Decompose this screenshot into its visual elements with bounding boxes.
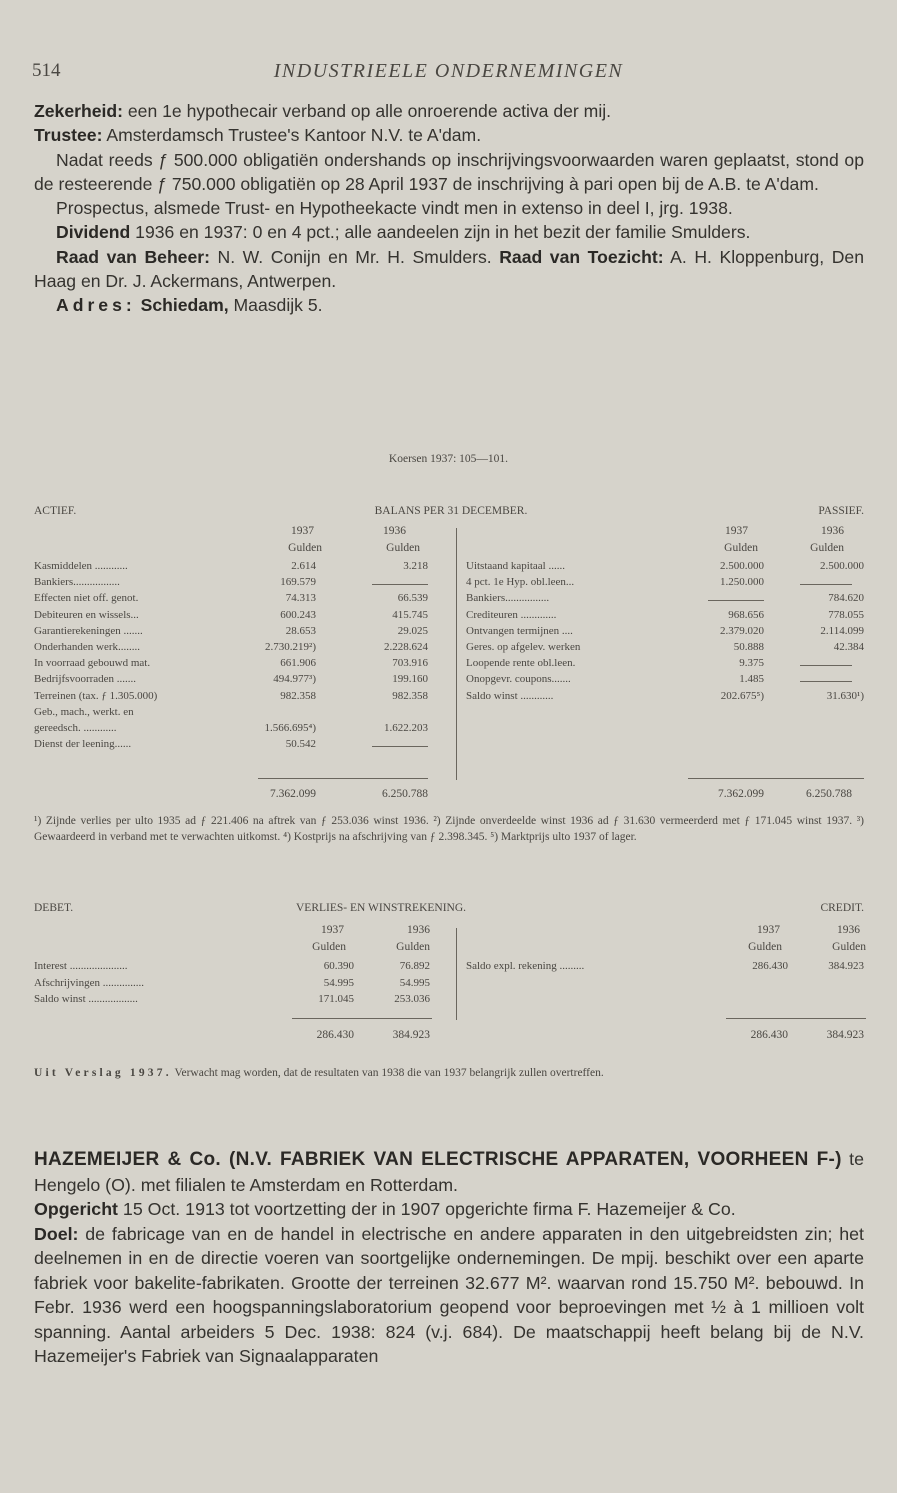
empty-value-dash — [372, 746, 428, 747]
adres-paragraph — [34, 293, 864, 317]
credit-total-1937: 286.430 — [750, 1029, 788, 1041]
adres-city: Schiedam, — [135, 295, 229, 316]
actief-row-value-1937: 50.542 — [285, 738, 316, 751]
zekerheid-line — [34, 99, 864, 123]
balans-heading: BALANS PER 31 DECEMBER. — [374, 505, 528, 517]
actief-row-value-1936: 3.218 — [403, 560, 428, 572]
passief-year-1936: 1936 — [821, 525, 844, 537]
debet-row-value-1937: 54.995 — [323, 976, 354, 989]
balans-divider — [456, 528, 457, 780]
verslag-label: Uit Verslag 1937. — [34, 1067, 172, 1079]
empty-value-dash — [800, 681, 852, 682]
hazemeijer-title: HAZEMEIJER & Co. (N.V. FABRIEK VAN ELECTRISCHE APPARATEN, VOORHEEN F-) — [34, 1149, 842, 1170]
actief-row-value-1936: 982.358 — [392, 689, 428, 702]
actief-row-label: Onderhanden werk........ — [34, 641, 140, 653]
passief-row-value-1936: 2.114.099 — [820, 624, 864, 637]
dividend-paragraph — [34, 220, 864, 244]
credit-total-rule — [726, 1018, 866, 1019]
beheer-paragraph — [34, 245, 864, 294]
actief-row-value-1936: 415.745 — [392, 608, 428, 621]
passief-row-label: Loopende rente obl.leen. — [466, 657, 576, 670]
empty-value-dash — [800, 665, 852, 666]
passief-row-label: Bankiers................ — [466, 592, 550, 605]
zekerheid-label: Zekerheid: — [34, 101, 123, 121]
actief-total-rule — [258, 778, 428, 779]
actief-row-value-1936: 199.160 — [392, 673, 428, 686]
actief-row-value-1937: 2.614 — [291, 560, 316, 572]
credit-unit-1937: Gulden — [748, 941, 782, 953]
debet-row-value-1936: 253.036 — [394, 993, 430, 1005]
dividend-label: Dividend — [56, 222, 131, 243]
actief-row-label: Effecten niet off. genot. — [34, 592, 139, 605]
doel-text: de fabricage van en de handel in electrische en andere apparaten in den uitgebreidsten zin; het deelnemen in en de directie voeren van soortgelijke ondernemingen. De mpij. beschikt over een aparte fabriek voor bakelite-fabrikaten. Grootte der terreinen 32.677 M². waarvan rond 15.750 M². bebouwd. In Febr. 1936 werd een hoogspanningslaboratorium geopend voor beproevingen met ½ à 1 millioen volt spanning. Aantal arbeiders 5 Dec. 1938: 824 (v.j. 684). De maatschappij heeft belang bij de N.V. Hazemeijer's Fabriek van Signaalapparaten — [34, 1223, 864, 1366]
nadat-paragraph: Nadat reeds ƒ 500.000 obligatiën ondershands op inschrijvingsvoorwaarden waren geplaatst, stond op de resteerende ƒ 750.000 obligatiën op 28 April 1937 de inschrijving à pari open bij de A.B. te A'dam. — [34, 149, 864, 194]
debet-row-value-1936: 54.995 — [399, 976, 430, 989]
actief-row-value-1936: 1.622.203 — [384, 722, 428, 734]
passief-row-label: Ontvangen termijnen .... — [466, 624, 573, 637]
beheer-label: Raad van Beheer: — [56, 246, 210, 267]
verlies-heading: VERLIES- EN WINSTREKENING. — [296, 902, 467, 914]
koersen-line: Koersen 1937: 105—101. — [388, 453, 509, 465]
actief-total-1937: 7.362.099 — [270, 788, 316, 800]
passief-row-value-1936: 42.384 — [833, 641, 864, 653]
opgericht-label: Opgericht — [34, 1199, 118, 1219]
actief-row-label: Geb., mach., werkt. en — [34, 705, 134, 718]
actief-heading: ACTIEF. — [34, 505, 77, 517]
actief-row-value-1937: 28.653 — [285, 624, 316, 637]
actief-row-value-1937: 2.730.219²) — [265, 641, 316, 653]
passief-row-value-1936: 784.620 — [828, 592, 864, 605]
verslag-text: Verwacht mag worden, dat de resultaten van 1938 die van 1937 belangrijk zullen overtreffen. — [171, 1067, 604, 1079]
passief-row-value-1937: 9.375 — [739, 657, 764, 670]
passief-row-label: Crediteuren ............. — [466, 608, 557, 621]
empty-value-dash — [708, 600, 764, 601]
passief-row-label: Geres. op afgelev. werken — [466, 641, 581, 653]
passief-heading: PASSIEF. — [818, 505, 864, 517]
actief-row-label: In voorraad gebouwd mat. — [34, 657, 151, 670]
passief-row-label: Saldo winst ............ — [466, 689, 554, 702]
trustee-label: Trustee: — [34, 125, 103, 146]
prospectus-paragraph: Prospectus, alsmede Trust- en Hypotheekacte vindt men in extenso in deel I, jrg. 1938. — [56, 198, 733, 219]
actief-row-value-1937: 74.313 — [285, 592, 316, 605]
hazemeijer-section — [34, 1147, 864, 1369]
passief-row-value-1937: 968.656 — [728, 608, 764, 621]
debet-total-rule — [292, 1018, 432, 1019]
passief-row-value-1937: 2.500.000 — [720, 560, 764, 572]
passief-unit-1936: Gulden — [810, 542, 844, 554]
footnotes-text: ¹) Zijnde verlies per ulto 1935 ad ƒ 221.406 na aftrek van ƒ 253.036 winst 1936. ²) Zijnde onverdeelde winst 1936 ad ƒ 31.630 vermeerderd met ƒ 171.045 winst 1937. ³) Gewaardeerd in verband met te verwachten uitkomst. ⁴) Kostprijs na afschrijving van ƒ 2.398.345. ⁵) Marktprijs ulto 1937 of lager. — [34, 815, 864, 844]
opgericht-text: 15 Oct. 1913 tot voortzetting der in 1907 opgerichte firma F. Hazemeijer & Co. — [117, 1199, 736, 1219]
debet-row-label: Afschrijvingen ............... — [34, 976, 144, 989]
actief-row-label: Garantierekeningen ....... — [34, 624, 143, 637]
debet-row-value-1936: 76.892 — [399, 960, 430, 972]
passief-total-rule — [688, 778, 864, 779]
debet-row-label: Saldo winst .................. — [34, 993, 138, 1005]
actief-unit-1937: Gulden — [288, 542, 322, 554]
actief-year-1937: 1937 — [291, 525, 314, 537]
doel-label: Doel: — [34, 1223, 79, 1244]
passief-unit-1937: Gulden — [724, 542, 758, 554]
actief-row-value-1937: 661.906 — [280, 657, 316, 670]
empty-value-dash — [800, 584, 852, 585]
credit-row-value-1936: 384.923 — [828, 960, 864, 972]
toezicht-text: A. H. Kloppenburg, Den Haag en Dr. J. Ackermans, Antwerpen. — [34, 246, 864, 292]
trustee-line — [34, 123, 864, 147]
actief-row-value-1937: 1.566.695⁴) — [264, 722, 316, 734]
actief-row-value-1937: 600.243 — [280, 608, 316, 621]
passief-row-value-1937: 50.888 — [733, 641, 764, 653]
zekerheid-text: een 1e hypothecair verband op alle onroerende activa der mij. — [122, 101, 612, 121]
actief-row-value-1937: 982.358 — [280, 689, 316, 702]
passief-row-label: 4 pct. 1e Hyp. obl.leen... — [466, 576, 575, 589]
actief-row-label: Terreinen (tax. ƒ 1.305.000) — [34, 689, 158, 702]
actief-row-label: Bankiers................. — [34, 576, 120, 589]
passief-row-label: Uitstaand kapitaal ...... — [466, 560, 565, 572]
running-title: INDUSTRIEELE ONDERNEMINGEN — [273, 60, 624, 82]
credit-row-label: Saldo expl. rekening ......... — [466, 960, 585, 972]
debet-unit-1937: Gulden — [312, 941, 346, 953]
credit-heading: CREDIT. — [820, 902, 864, 914]
page-number: 514 — [32, 60, 61, 81]
verlies-divider — [456, 928, 457, 1020]
actief-row-value-1937: 169.579 — [280, 576, 316, 589]
hazemeijer-title-paragraph — [34, 1147, 864, 1197]
passief-row-value-1936: 2.500.000 — [820, 560, 864, 572]
actief-row-label: Bedrijfsvoorraden ....... — [34, 673, 137, 686]
actief-total-1936: 6.250.788 — [382, 788, 428, 800]
debet-unit-1936: Gulden — [396, 941, 430, 953]
intro-section — [34, 99, 864, 318]
opgericht-paragraph — [34, 1197, 864, 1222]
actief-row-value-1936: 2.228.624 — [384, 641, 428, 653]
actief-row-label: Debiteuren en wissels... — [34, 608, 139, 621]
passief-row-label: Onopgevr. coupons....... — [466, 673, 571, 686]
passief-total-1936: 6.250.788 — [806, 788, 852, 800]
credit-unit-1936: Gulden — [832, 941, 866, 953]
hazemeijer-location: te Hengelo (O). met filialen te Amsterdam en Rotterdam. — [34, 1149, 864, 1195]
passief-total-1937: 7.362.099 — [718, 788, 764, 800]
actief-row-label: gereedsch. ............ — [34, 722, 117, 734]
beheer-text: N. W. Conijn en Mr. H. Smulders. — [209, 246, 500, 267]
actief-row-value-1937: 494.977³) — [273, 673, 316, 686]
adres-label: Adres: — [56, 295, 136, 316]
actief-row-value-1936: 66.539 — [397, 592, 428, 605]
passief-row-value-1937: 202.675⁵) — [720, 689, 764, 702]
debet-year-1936: 1936 — [407, 924, 430, 936]
actief-row-label: Dienst der leening...... — [34, 738, 132, 751]
passief-row-value-1936: 778.055 — [828, 608, 864, 621]
credit-year-1937: 1937 — [757, 924, 780, 936]
debet-row-value-1937: 171.045 — [318, 993, 354, 1005]
toezicht-label: Raad van Toezicht: — [499, 246, 664, 267]
debet-total-1937: 286.430 — [316, 1029, 354, 1041]
doel-paragraph — [34, 1222, 864, 1369]
debet-row-label: Interest ..................... — [34, 960, 128, 972]
adres-text: Maasdijk 5. — [228, 295, 323, 316]
debet-total-1936: 384.923 — [392, 1029, 430, 1041]
debet-row-value-1937: 60.390 — [323, 960, 354, 972]
actief-row-label: Kasmiddelen ............ — [34, 560, 128, 572]
passief-row-value-1937: 1.485 — [739, 673, 764, 686]
empty-value-dash — [372, 584, 428, 585]
passief-row-value-1936: 31.630¹) — [826, 689, 864, 702]
credit-year-1936: 1936 — [837, 924, 860, 936]
verslag-note — [34, 1066, 864, 1082]
credit-total-1936: 384.923 — [826, 1029, 864, 1041]
actief-row-value-1936: 703.916 — [392, 657, 428, 670]
credit-row-value-1937: 286.430 — [752, 960, 788, 972]
passief-row-value-1937: 1.250.000 — [720, 576, 764, 589]
debet-heading: DEBET. — [34, 902, 74, 914]
passief-row-value-1937: 2.379.020 — [720, 624, 764, 637]
dividend-text: 1936 en 1937: 0 en 4 pct.; alle aandeelen zijn in het bezit der familie Smulders. — [130, 222, 751, 243]
passief-year-1937: 1937 — [725, 525, 748, 537]
balans-footnotes — [34, 813, 864, 845]
actief-year-1936: 1936 — [383, 525, 406, 537]
actief-unit-1936: Gulden — [386, 542, 420, 554]
trustee-text: Amsterdamsch Trustee's Kantoor N.V. te A'dam. — [102, 125, 482, 146]
actief-row-value-1936: 29.025 — [397, 624, 428, 637]
debet-year-1937: 1937 — [321, 924, 344, 936]
